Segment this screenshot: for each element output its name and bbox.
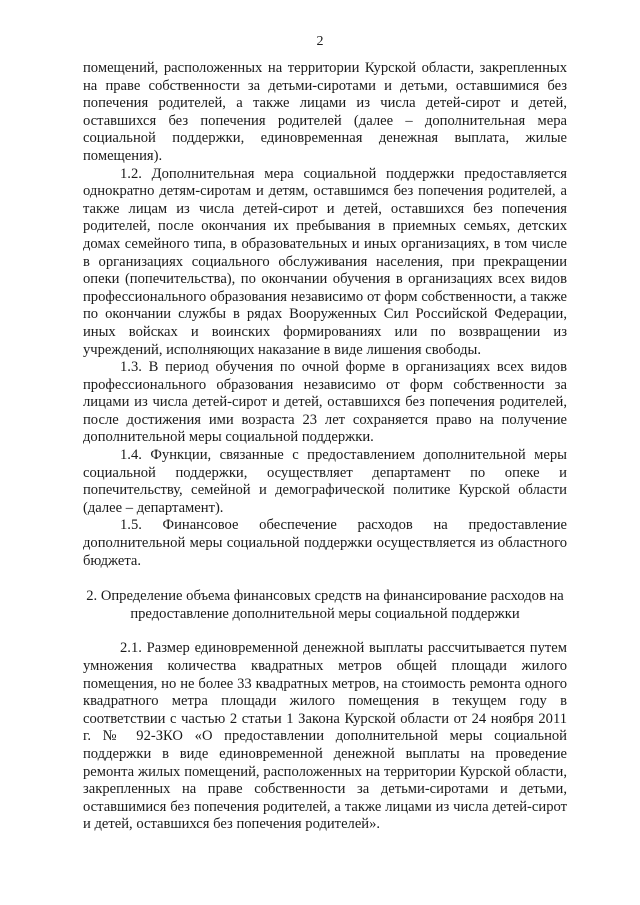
- paragraph-1-4: 1.4. Функции, связанные с предоставлением дополнительной меры социальной поддержки, осуществляет департамент по опеке и попечительству, семейной и демографической политике Курской области (далее – департамент).: [83, 447, 567, 516]
- document-body: [83, 60, 567, 834]
- paragraph-1-2: 1.2. Дополнительная мера социальной поддержки предоставляется однократно детям-сиротам и детям, оставшимся без попечения родителей, а также лицам из числа детей-сирот и детей, оставшихся без попечения родителей, после окончания их пребывания в приемных семьях, детских домах семейного типа, в образовательных и иных организациях, в том числе в организациях социального обслуживания населения, при прекращении опеки (попечительства), по окончании обучения в организациях всех видов профессионального образования независимо от форм собственности, а также по окончании службы в рядах Вооруженных Сил Российской Федерации, иных войсках и воинских формированиях или по возвращении из учреждений, исполняющих наказание в виде лишения свободы.: [83, 165, 567, 358]
- paragraph-1-5: 1.5. Финансовое обеспечение расходов на предоставление дополнительной меры социальной поддержки осуществляется из областного бюджета.: [83, 517, 567, 569]
- paragraph-1-3: 1.3. В период обучения по очной форме в организациях всех видов профессионального образования независимо от форм собственности за лицами из числа детей-сирот и детей, оставшихся без попечения родителей, после достижения ими возраста 23 лет сохраняется право на получение дополнительной меры социальной поддержки.: [83, 359, 567, 446]
- page-number: 2: [316, 34, 324, 49]
- paragraph-1-1-continuation: помещений, расположенных на территории Курской области, закрепленных на праве собственности за детьми-сиротами и детьми, оставшимися без попечения родителей, а также лицами из числа детей-сирот и детей, оставшихся без попечения родителей (далее – дополнительная мера социальной поддержки, единовременная денежная выплата, жилые помещения).: [83, 60, 567, 164]
- paragraph-2-1: 2.1. Размер единовременной денежной выплаты рассчитывается путем умножения количества квадратных метров общей площади жилого помещения, но не более 33 квадратных метров, на стоимость ремонта одного квадратного метра площади жилого помещения в текущем году в соответствии с частью 2 статьи 1 Закона Курской области от 24 ноября 2011 г. № 92-ЗКО «О предоставлении дополнительной меры социальной поддержки в виде единовременной денежной выплаты на проведение ремонта жилых помещений, расположенных на территории Курской области, закрепленных на праве собственности за детьми-сиротами и детьми, оставшимися без попечения родителей, а также лицами из числа детей-сирот и детей, оставшихся без попечения родителей».: [83, 640, 567, 833]
- section-heading: 2. Определение объема финансовых средств на финансирование расходов на предоставление дополнительной меры социальной поддержки: [86, 588, 564, 622]
